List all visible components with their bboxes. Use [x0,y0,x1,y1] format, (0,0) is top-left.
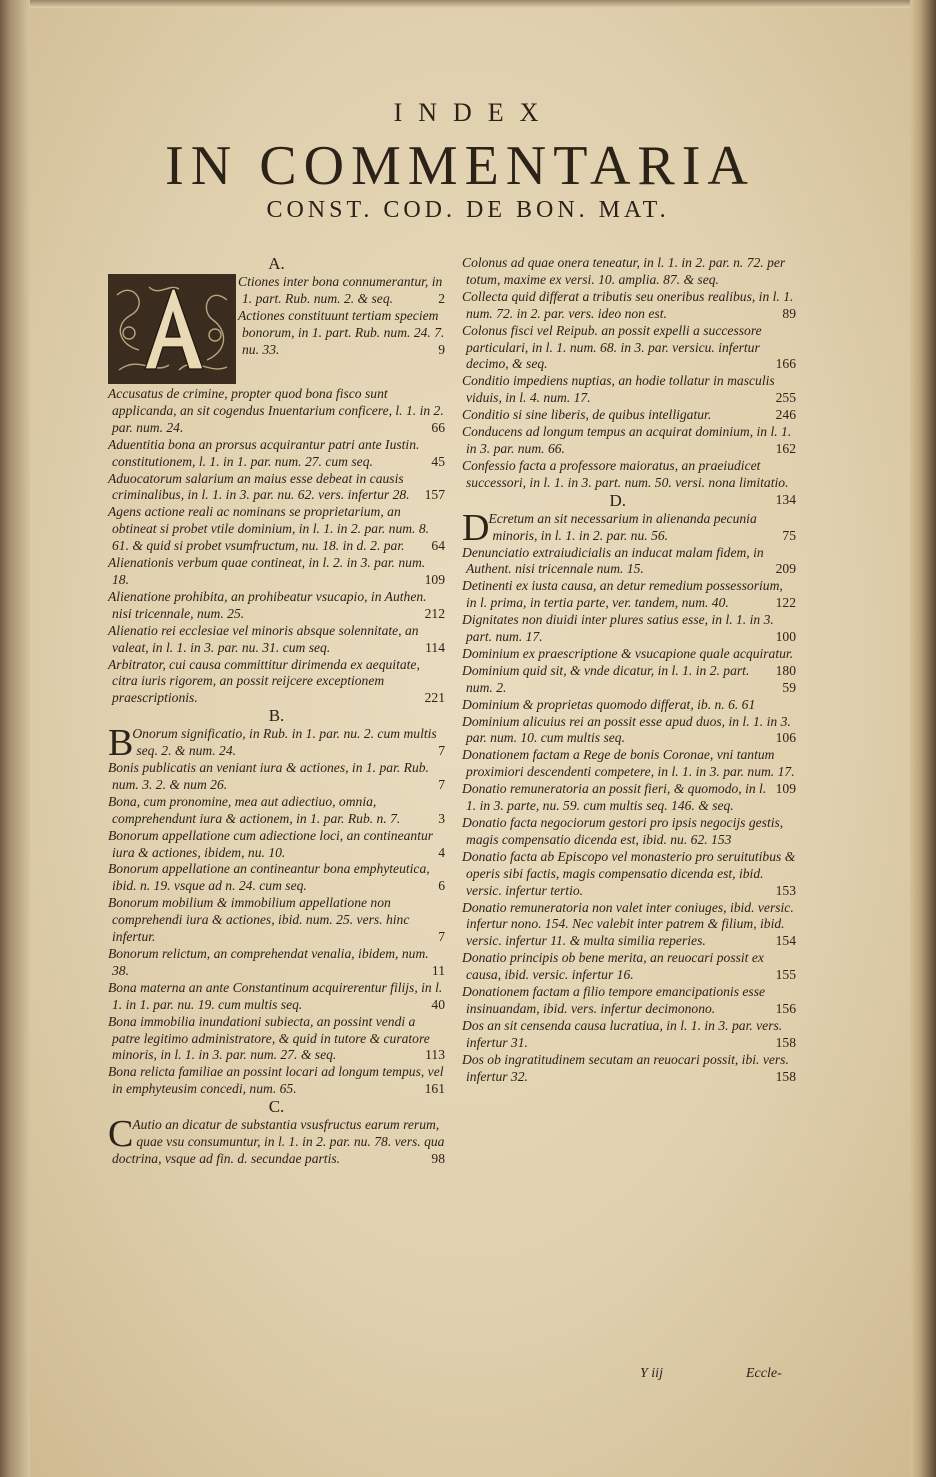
index-entry: Dominium ex praescriptione & vsucapione quale acquiratur. 180 [462,645,796,678]
index-entry: Dominium alicuius rei an possit esse apud duos, in l. 1. in 3. par. num. 10. cum multis seq. 106 [462,713,796,746]
index-entry: Donatio remuneratoria non valet inter coniuges, ibid. versic. infertur nono. 154. Nec valebit inter patrem & filium, ibid. versic. infertur 11. & multa similia reperies. 154 [462,899,796,949]
index-entry: Confessio facta a professore maioratus, an praeiudicet successori, in l. 1. in 3. part. num. 50. versi. nona limitatio. 134 [462,457,796,507]
section-letter-b: B. [268,706,285,726]
index-entry: Dominium & proprietas quomodo differat, ib. n. 6. 61 [462,696,756,712]
index-entry: Actiones constituunt tertiam speciem bonorum, in 1. part. Rub. num. 24. 7. nu. 33. 9 [238,307,445,357]
index-entry: Colonus fisci vel Reipub. an possit expelli a successore particulari, in l. 1. num. 68. in 3. par. versicu. infertur decimo, & seq. 166 [462,322,796,372]
index-entry: Bonorum appellatione cum adiectione loci, an contineantur iura & actiones, ibidem, nu. 10. 4 [108,827,445,860]
index-entry: Conditio si sine liberis, de quibus intelligatur. 246 [462,407,796,423]
index-entry: Donatio facta negociorum gestori pro ipsis negocijs gestis, magis compensatio dicenda est, ibid. nu. 62. 153 [462,815,784,847]
index-entry: Collecta quid differat a tributis seu oneribus realibus, in l. 1. num. 72. in 2. par. vers. ideo non est. 89 [462,288,796,321]
index-entry: Bonorum appellatione an contineantur bona emphyteutica, ibid. n. 19. vsque ad n. 24. cum seq. 6 [108,861,445,894]
index-entry: Ctiones inter bona connumerantur, in 1. part. Rub. num. 2. & seq. 2 [238,274,445,306]
index-entry: Aduentitia bona an prorsus acquirantur patri ante Iustin. constitutionem, l. 1. in 1. par. num. 27. cum seq. 45 [108,436,445,469]
index-entry: Dos an sit censenda causa lucratiua, in l. 1. in 3. par. vers. infertur 31. 158 [462,1017,796,1050]
decorated-initial-a-icon [108,274,236,384]
index-entry: Alienationis verbum quae contineat, in l. 2. in 3. par. num. 18. 109 [108,555,445,587]
initial-capital: B [108,722,134,765]
index-entry: Dominium quid sit, & vnde dicatur, in l. 1. in 2. part. num. 2. 59 [462,662,796,695]
index-entry: Donatio remuneratoria an possit fieri, & quomodo, in l. 1. in 3. parte, nu. 59. cum multis seq. 146. & seq. [462,781,767,814]
index-entry: Arbitrator, cui causa committitur dirimenda ex aequitate, citra iuris rigorem, an possit reijcere exceptionem praescriptionis. 221 [108,656,445,706]
index-entry: B Onorum significatio, in Rub. in 1. par. nu. 2. cum multis seq. 2. & num. 24. 7 [108,722,445,765]
index-entry: Alienatio rei ecclesiae vel minoris absque solennitate, an valeat, in l. 1. in 3. par. nu. 31. cum seq. 114 [108,622,445,655]
index-entry: Colonus ad quae onera teneatur, in l. 1. in 2. par. n. 72. per totum, maxime ex versi. 10. amplia. 87. & seq. [462,255,786,287]
index-entry: Conditio impediens nuptias, an hodie tollatur in masculis viduis, in l. 4. num. 17. 255 [462,373,796,406]
index-entry: Denunciatio extraiudicialis an inducat malam fidem, in Authent. nisi tricennale num. 15. 209 [462,544,796,577]
index-entry: Bonorum mobilium & immobilium appellatione non comprehendi iura & actiones, ibid. num. 25. vers. hinc infertur. 7 [108,895,445,945]
index-entry: Bona materna an ante Constantinum acquirerentur filijs, in l. 1. in 1. par. nu. 19. cum multis seq. 40 [108,979,445,1012]
index-entry: Alienatione prohibita, an prohibeatur vsucapio, in Authen. nisi tricennale, num. 25. 212 [108,588,445,621]
index-entry: C Autio an dicatur de substantia vsusfructus earum rerum, quae vsu consumuntur, in l. 1. in 2. par. nu. 78. vers. qua doctrina, vsque ad fin. d. secundae partis. 98 [108,1113,445,1166]
index-entry: Accusatus de crimine, propter quod bona fisco sunt applicanda, an sit cogendus Inuentarium conficere, l. 1. in 2. par. num. 24. 66 [108,386,445,435]
index-entry: Donationem factam a filio tempore emancipationis esse insinuandam, ibid. vers. infertur decimonono. 156 [462,984,796,1016]
section-letter-c: C. [268,1097,285,1117]
index-entry: Donatio facta ab Episcopo vel monasterio pro seruitutibus & operis sibi factis, magis compensatio dicenda est, ibid. versic. infertur tertio. 153 [462,848,796,898]
page-top-shadow [30,0,910,8]
index-entry: Bona immobilia inundationi subiecta, an possint vendi a patre legitimo administratore, & quid in tutore & curatore minoris, in l. 1. in 3. par. num. 27. & seq. 113 [108,1013,445,1063]
index-entry: Bonorum relictum, an comprehendat venalia, ibidem, num. 38. 11 [108,946,445,978]
left-column [108,255,445,1168]
index-entry: Bona, cum pronomine, mea aut adiectiuo, omnia, comprehendunt iura & actionem, in 1. par. Rub. n. 7. 3 [108,793,445,826]
right-column [462,255,796,1086]
index-entry: D Ecretum an sit necessarium in alienanda pecunia minoris, in l. 1. in 2. par. nu. 56. 75 [462,506,796,549]
index-entry: Dos ob ingratitudinem secutam an reuocari possit, ibi. vers. infertur 32. 158 [462,1051,796,1084]
index-entry: Dignitates non diuidi inter plures satius esse, in l. 1. in 3. part. num. 17. 100 [462,612,796,645]
initial-capital: D [462,506,490,549]
index-entry: Donationem factam a Rege de bonis Coronae, vni tantum proximiori descendenti competere, in l. 1. in 3. par. num. 17. 109 [462,747,796,797]
section-letter-d: D. [609,490,627,510]
index-entry: Bonis publicatis an veniant iura & actiones, in 1. par. Rub. num. 3. 2. & num 26. 7 [108,760,445,792]
index-entry: Donatio principis ob bene merita, an reuocari possit ex causa, ibid. versic. infertur 16. 155 [462,950,796,983]
index-entry: Bona relicta familiae an possint locari ad longum tempus, vel in emphyteusim concedi, num. 65. 161 [108,1064,445,1097]
signature-mark: Y iij [640,1366,663,1381]
section-letter-a: A. [268,254,285,273]
index-entry: Conducens ad longum tempus an acquirat dominium, in l. 1. in 3. par. num. 66. 162 [462,424,796,456]
main-title: IN COMMENTARIA [165,135,755,197]
index-entry: Detinenti ex iusta causa, an detur remedium possessorium, in l. prima, in tertia parte, ver. tandem, num. 40. 122 [462,578,796,611]
index-heading: INDEX [393,98,555,127]
index-entry: Aduocatorum salarium an maius esse debeat in causis criminalibus, in l. 1. in 3. par. nu. 62. vers. infertur 28. 157 [108,470,445,503]
subtitle: CONST. COD. DE BON. MAT. [266,197,670,223]
catchword: Eccle- [746,1366,782,1381]
index-entry: Agens actione reali ac nominans se proprietarium, an obtineat si probet vtile dominium, in l. 1. in 2. par. num. 8. 61. & quid si probet vsumfructum, nu. 18. in d. 2. par. 64 [108,504,445,554]
initial-capital: C [108,1113,134,1156]
